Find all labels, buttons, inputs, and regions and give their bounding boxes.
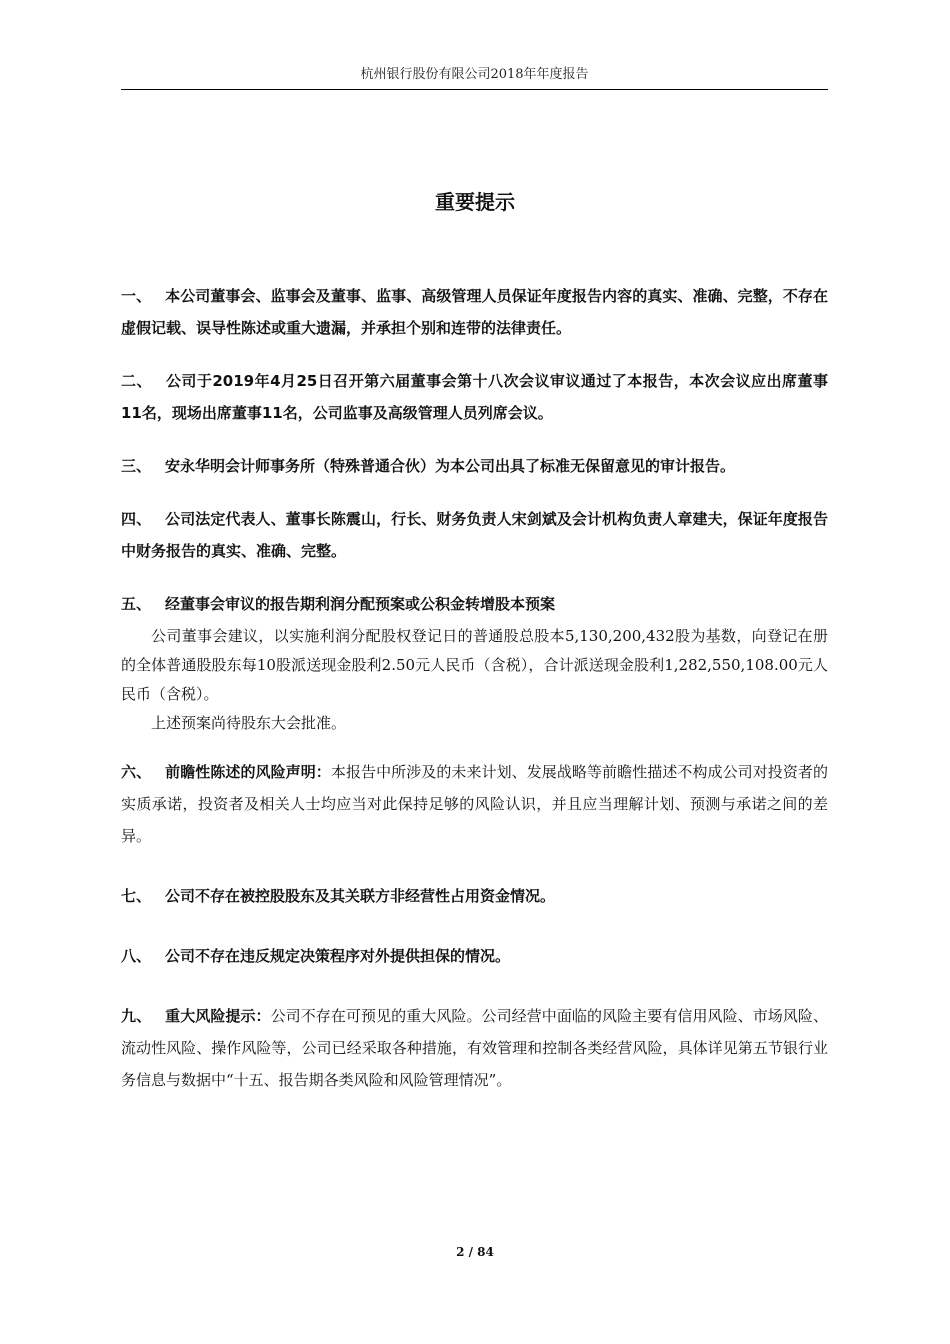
item-text: 经董事会审议的报告期利润分配预案或公积金转增股本预案 xyxy=(165,595,556,613)
notice-item-3 xyxy=(121,450,828,482)
dividend-approval-text: 上述预案尚待股东大会批准。 xyxy=(151,714,347,732)
item-text: 公司不存在违反规定决策程序对外提供担保的情况。 xyxy=(165,947,511,965)
item-number: 四、 xyxy=(121,510,152,528)
item-number: 一、 xyxy=(121,287,152,305)
page-number: 2 / 84 xyxy=(456,1245,494,1259)
page-title: 重要提示 xyxy=(435,190,515,214)
notice-item-6 xyxy=(121,756,828,852)
item-number: 二、 xyxy=(121,372,152,390)
notice-item-5 xyxy=(121,588,828,620)
item-text: 公司法定代表人、董事长陈震山，行长、财务负责人宋剑斌及会计机构负责人章建夫，保证年度报告中财务报告的真实、准确、完整。 xyxy=(121,510,828,560)
item-lead: 重大风险提示： xyxy=(165,1007,271,1025)
item-text: 公司不存在可预见的重大风险。公司经营中面临的风险主要有信用风险、市场风险、流动性风险、操作风险等，公司已经采取各种措施，有效管理和控制各类经营风险，具体详见第五节银行业务信息与数据中“十五、报告期各类风险和风险管理情况”。 xyxy=(121,1007,828,1089)
item-number: 九、 xyxy=(121,1007,152,1025)
notice-item-8 xyxy=(121,940,828,972)
item-text: 本公司董事会、监事会及董事、监事、高级管理人员保证年度报告内容的真实、准确、完整，不存在虚假记载、误导性陈述或重大遗漏，并承担个别和连带的法律责任。 xyxy=(121,287,828,337)
notice-item-9 xyxy=(121,1000,828,1096)
notice-item-4 xyxy=(121,503,828,567)
item-lead: 前瞻性陈述的风险声明： xyxy=(165,763,331,781)
notice-item-2 xyxy=(121,365,828,429)
item-text: 安永华明会计师事务所（特殊普通合伙）为本公司出具了标准无保留意见的审计报告。 xyxy=(165,457,736,475)
item-number: 六、 xyxy=(121,763,152,781)
header-rule xyxy=(121,89,828,90)
notice-list xyxy=(121,280,828,1096)
dividend-proposal-text: 公司董事会建议，以实施利润分配股权登记日的普通股总股本5,130,200,432股为基数，向登记在册的全体普通股股东每10股派送现金股利2.50元人民币（含税），合计派送现金股利1,282,550,108.00元人民币（含税）。 xyxy=(121,627,828,703)
item-number: 五、 xyxy=(121,595,152,613)
item-text: 本报告中所涉及的未来计划、发展战略等前瞻性描述不构成公司对投资者的实质承诺，投资者及相关人士均应当对此保持足够的风险认识，并且应当理解计划、预测与承诺之间的差异。 xyxy=(121,763,828,845)
notice-item-7 xyxy=(121,880,828,912)
item-number: 七、 xyxy=(121,887,152,905)
item-text: 公司不存在被控股股东及其关联方非经营性占用资金情况。 xyxy=(165,887,556,905)
item-number: 八、 xyxy=(121,947,152,965)
page-header: 杭州银行股份有限公司2018年年度报告 xyxy=(360,67,589,82)
notice-item-1 xyxy=(121,280,828,344)
item-text: 公司于2019年4月25日召开第六届董事会第十八次会议审议通过了本报告，本次会议应出席董事11名，现场出席董事11名，公司监事及高级管理人员列席会议。 xyxy=(121,372,828,422)
item-number: 三、 xyxy=(121,457,152,475)
